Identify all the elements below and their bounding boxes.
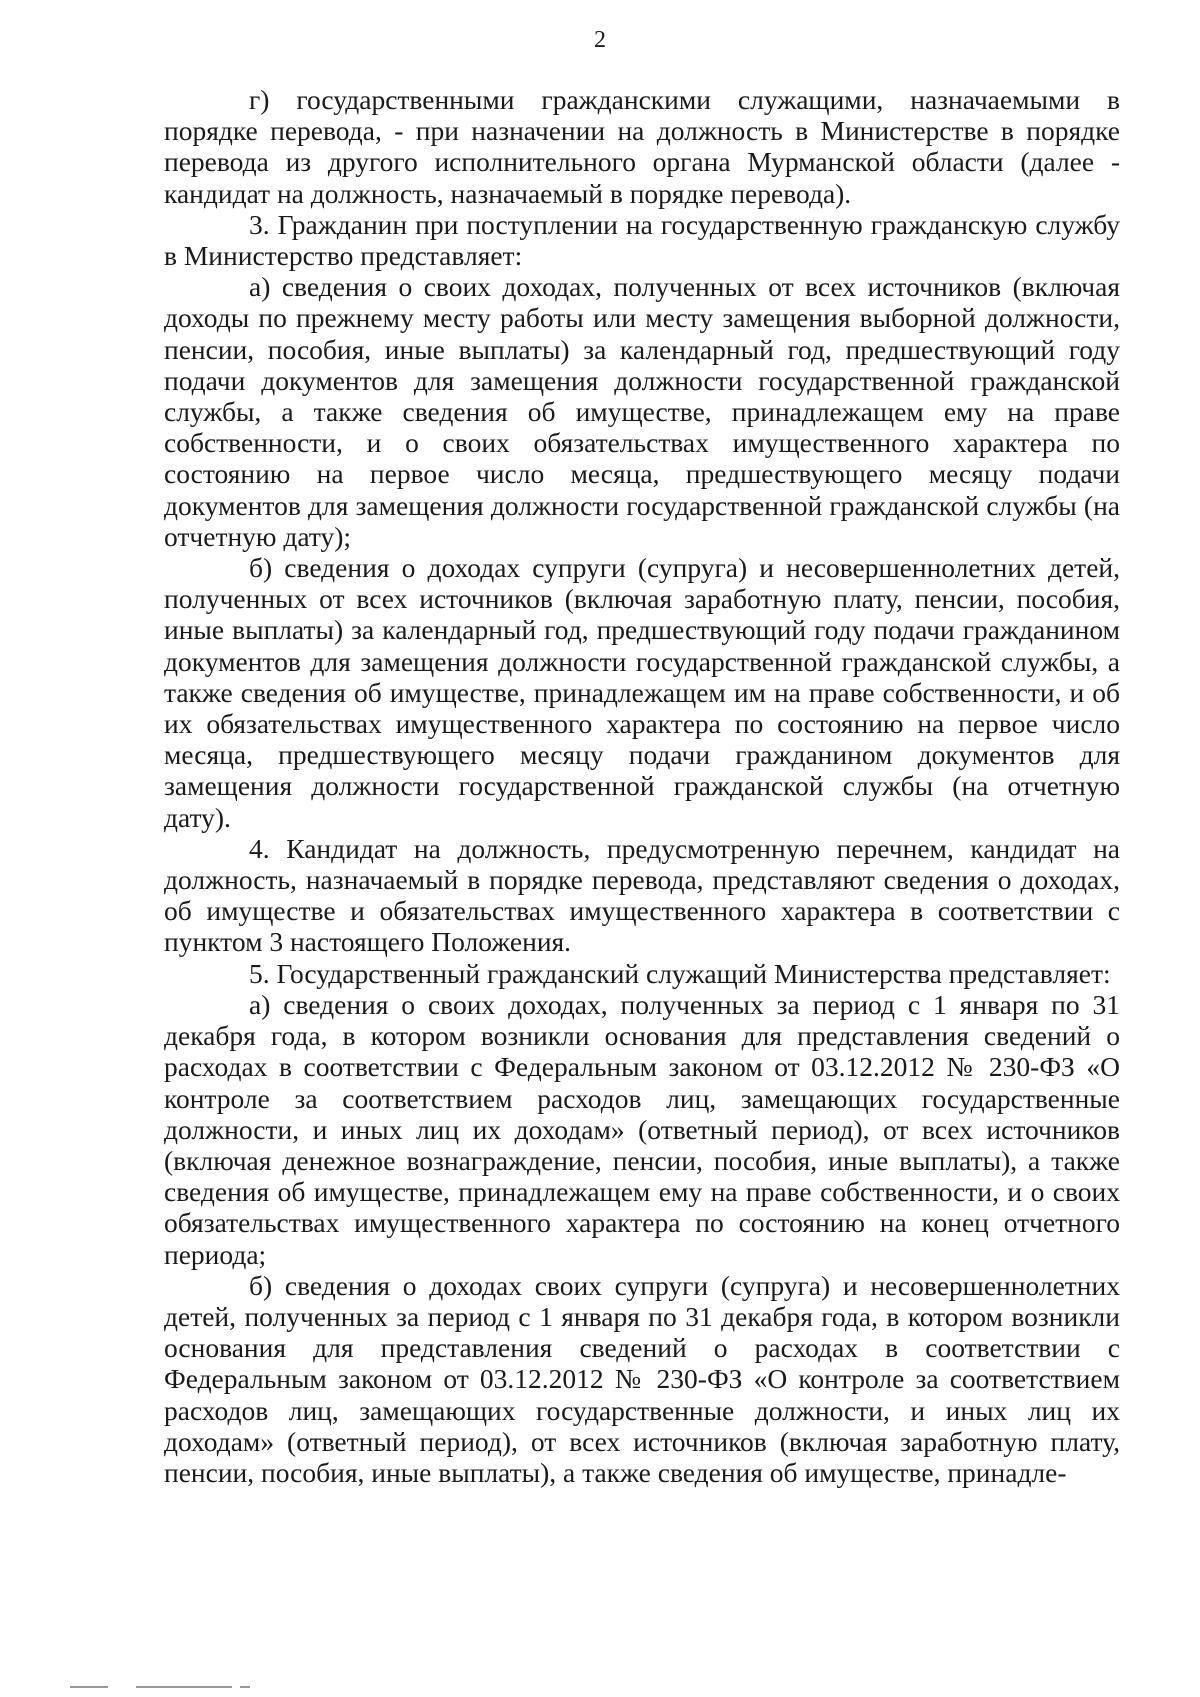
paragraph-clause-3: 3. Гражданин при поступлении на государственную гражданскую службу в Министерство представляет: — [164, 208, 1120, 272]
paragraph-item-g: г) государственными гражданскими служащими, назначаемыми в порядке перевода, - при назначении на должность в Министерстве в порядке перевода из другого исполнительного органа Мурманской области (далее - кандидат на должность, назначаемый в порядке перевода). — [164, 84, 1120, 209]
paragraph-clause-3a: а) сведения о своих доходах, полученных от всех источников (включая доходы по прежнему месту работы или месту замещения выборной должности, пенсии, пособия, иные выплаты) за календарный год, предшествующий году подачи документов для замещения должности государственной гражданской службы, а также сведения об имуществе, принадлежащем ему на праве собственности, и о своих обязательствах имущественного характера по состоянию на первое число месяца, предшествующего месяцу подачи документов для замещения должности государственной гражданской службы (на отчетную дату); — [164, 271, 1120, 552]
paragraph-clause-5: 5. Государственный гражданский служащий Министерства представляет: — [249, 957, 1111, 989]
paragraph-clause-3b: б) сведения о доходах супруги (супруга) и несовершеннолетних детей, полученных от всех источников (включая заработную плату, пенсии, пособия, иные выплаты) за календарный год, предшествующий году подачи гражданином документов для замещения должности государственной гражданской службы, а также сведения об имуществе, принадлежащем им на праве собственности, и об их обязательствах имущественного характера по состоянию на первое число месяца, предшествующего месяцу подачи гражданином документов для замещения должности государственной гражданской службы (на отчетную дату). — [164, 552, 1120, 833]
scan-artifact-line — [240, 1686, 250, 1688]
paragraph-clause-4: 4. Кандидат на должность, предусмотренную перечнем, кандидат на должность, назначаемый в порядке перевода, представляют сведения о доходах, об имуществе и обязательствах имущественного характера в соответствии с пунктом 3 настоящего Положения. — [164, 832, 1120, 958]
document-body — [164, 84, 1120, 1488]
paragraph-clause-5a: а) сведения о своих доходах, полученных за период с 1 января по 31 декабря года, в котором возникли основания для представления сведений о расходах в соответствии с Федеральным законом от 03.12.2012 № 230-ФЗ «О контроле за соответствием расходов лиц, замещающих государственные должности, и иных лиц их доходам» (ответный период), от всех источников (включая денежное вознаграждение, пенсии, пособия, иные выплаты), а также сведения об имуществе, принадлежащем ему на праве собственности, и о своих обязательствах имущественного характера по состоянию на конец отчетного периода; — [164, 988, 1120, 1270]
scan-artifact-line — [70, 1686, 108, 1688]
page-number: 2 — [594, 27, 606, 53]
paragraph-clause-5b: б) сведения о доходах своих супруги (супруга) и несовершеннолетних детей, полученных за период с 1 января по 31 декабря года, в котором возникли основания для представления сведений о расходах в соответствии с Федеральным законом от 03.12.2012 № 230-ФЗ «О контроле за соответствием расходов лиц, замещающих государственные должности, и иных лиц их доходам» (ответный период), от всех источников (включая заработную плату, пенсии, пособия, иные выплаты), а также сведения об имуществе, принадле- — [164, 1269, 1120, 1488]
scan-artifact-line — [136, 1686, 232, 1688]
